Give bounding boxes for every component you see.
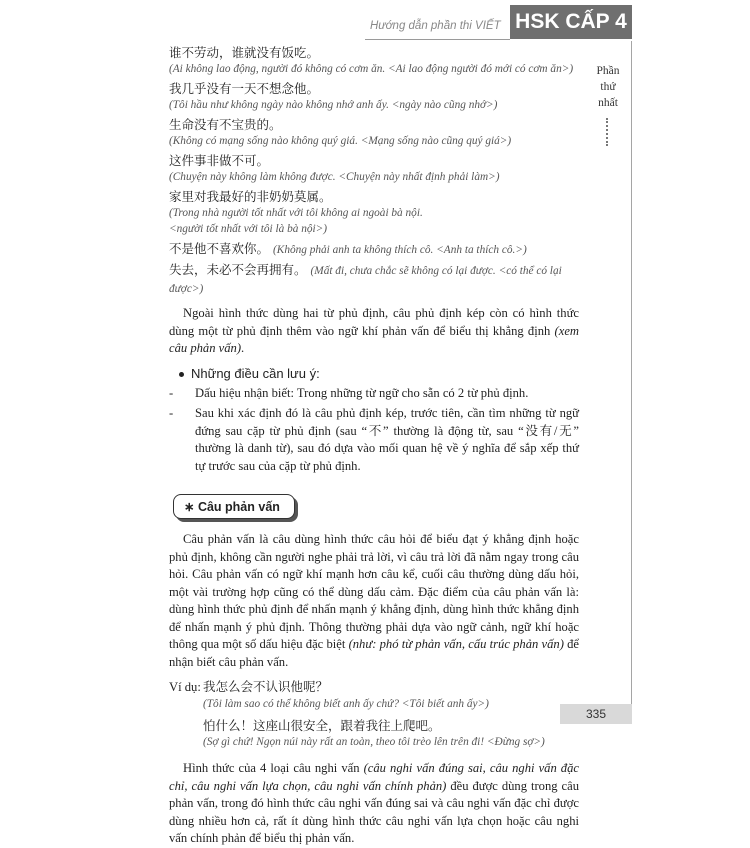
- example-item: [169, 44, 579, 77]
- bullet-dot: [179, 372, 184, 377]
- example-chinese: 谁不劳动，谁就没有饭吃。: [169, 45, 320, 60]
- example-item: [169, 80, 579, 113]
- example-chinese: 家里对我最好的非奶奶莫属。: [169, 189, 332, 204]
- side-tab-line1: Phần: [596, 65, 620, 77]
- example-vietnamese: (Mất đi, chưa chắc sẽ không có lại được. <có thể có lại được>): [169, 265, 562, 295]
- paragraph-end: .: [241, 341, 245, 355]
- notes-title: Những điều cần lưu ý:: [191, 365, 320, 381]
- side-dotted-marker: [606, 118, 608, 146]
- paragraph-text: Hình thức của 4 loại câu nghi vấn: [183, 761, 364, 775]
- paragraph-text: Ngoài hình thức dùng hai từ phủ định, câu phủ định kép còn có hình thức dùng một từ phủ định thêm vào ngữ khí phản vấn để biểu thị khẳng định: [169, 306, 579, 338]
- example-vietnamese: (Không có mạng sống nào không quý giá. <Mạng sống nào cũng quý giá>): [169, 135, 512, 147]
- side-tab: [588, 63, 628, 111]
- side-rule: [631, 41, 632, 721]
- paragraph-end: để nhận biết câu phản vấn.: [169, 637, 579, 669]
- paragraph-italic: (câu nghi vấn đúng sai, câu nghi vấn đặc chỉ, câu nghi vấn lựa chọn, câu nghi vấn chính phản): [169, 761, 579, 793]
- level-badge: HSK CẤP 4: [510, 5, 632, 39]
- note-text: Dấu hiệu nhận biết: Trong những từ ngữ cho sẵn có 2 từ phủ định.: [195, 385, 529, 400]
- dash-marker: -: [169, 406, 174, 420]
- header-rule: [365, 39, 510, 40]
- vidu-chinese: 怕什么！这座山很安全，跟着我往上爬吧。: [203, 718, 441, 733]
- example-chinese: 失去，未必不会再拥有。: [169, 262, 307, 277]
- example-item: [169, 240, 579, 258]
- example-vietnamese: (Chuyện này không làm không được. <Chuyện này nhất định phải làm>): [169, 171, 500, 183]
- dash-marker: -: [169, 385, 174, 400]
- vidu-vietnamese: (Sợ gì chứ! Ngọn núi này rất an toàn, theo tôi trèo lên trên đi! <Đừng sợ>): [203, 736, 545, 748]
- example-item: [169, 188, 579, 237]
- page-number: 335: [560, 704, 632, 724]
- example-chinese: 这件事非做不可。: [169, 153, 270, 168]
- paragraph-italic: (xem câu phản vấn): [169, 323, 579, 355]
- main-content: [169, 44, 579, 848]
- vidu-label: Ví dụ:: [169, 680, 201, 694]
- notes-heading: [179, 366, 579, 381]
- example-vietnamese: (Không phải anh ta không thích cô. <Anh ta thích cô.>): [273, 244, 527, 256]
- vidu-item: [169, 677, 579, 696]
- note-item: [169, 385, 579, 403]
- note-text: Sau khi xác định đó là câu phủ định kép, trước tiên, cần tìm những từ ngữ đứng sau cặp từ phủ định (sau “不” thường là động từ, sau “没有/无” thường là danh từ), sau đó dựa vào mối quan hệ về ý nghĩa để sắp xếp thứ tự trước sau của cặp từ phủ định.: [195, 406, 579, 473]
- paragraph-text: Câu phản vấn là câu dùng hình thức câu hỏi để biểu đạt ý khẳng định hoặc phủ định, không cần người nghe phải trả lời, vì câu trả lời đã nằm ngay trong câu hỏi. Câu phản vấn có ngữ khí mạnh hơn câu kể, cuối câu thường dùng dấu hỏi, một vài trường hợp cũng có thể dùng dấu cảm. Đặc điểm của câu phản vấn là: dùng hình thức phủ định để nhấn mạnh ý khẳng định, dùng hình thức khẳng định để nhấn mạnh ý phủ định. Thông thường phải dựa vào ngữ cảnh, ngữ khí hoặc thông qua một số dấu hiệu đặc biệt: [169, 532, 579, 651]
- example-item: [169, 152, 579, 185]
- paragraph-end: đều được dùng trong câu phản vấn, trong đó hình thức câu nghi vấn đúng sai và câu nghi vấn đặc chỉ được dùng nhiều hơn cả, rất ít dùng hình thức câu nghi vấn lựa chọn hoặc câu nghi vấn chính phản để biểu thị phản vấn.: [169, 778, 580, 845]
- example-item: [169, 116, 579, 149]
- vidu-block: [169, 677, 579, 750]
- example-vietnamese-cont: <người tốt nhất với tôi là bà nội>): [169, 223, 328, 235]
- side-tab-line3: nhất: [598, 97, 618, 109]
- side-tab-line2: thứ: [600, 81, 616, 93]
- example-item: [169, 261, 579, 297]
- example-vietnamese: (Trong nhà người tốt nhất với tôi không ai ngoài bà nội.: [169, 207, 423, 219]
- paragraph-question-types: [169, 760, 579, 848]
- example-chinese: 不是他不喜欢你。: [169, 241, 270, 256]
- example-vietnamese: (Ai không lao động, người đó không có cơm ăn. <Ai lao động người đó mới có cơm ăn>): [169, 63, 574, 75]
- header-subtitle: Hướng dẫn phần thi VIẾT: [370, 20, 501, 32]
- example-chinese: 生命没有不宝贵的。: [169, 117, 282, 132]
- paragraph-italic: (như: phó từ phản vấn, cấu trúc phản vấn): [348, 637, 564, 651]
- paragraph-rhetorical: [169, 531, 579, 671]
- paragraph-double-negation: [169, 305, 579, 358]
- example-vietnamese: (Tôi hầu như không ngày nào không nhớ anh ấy. <ngày nào cũng nhớ>): [169, 99, 498, 111]
- example-chinese: 我几乎没有一天不想念他。: [169, 81, 320, 96]
- vidu-vietnamese: (Tôi làm sao có thể không biết anh ấy chứ? <Tôi biết anh ấy>): [203, 698, 489, 710]
- note-item: [169, 405, 579, 475]
- section-heading-rhetorical: ∗ Câu phản vấn: [173, 494, 295, 519]
- vidu-chinese: 我怎么会不认识他呢？: [203, 679, 329, 694]
